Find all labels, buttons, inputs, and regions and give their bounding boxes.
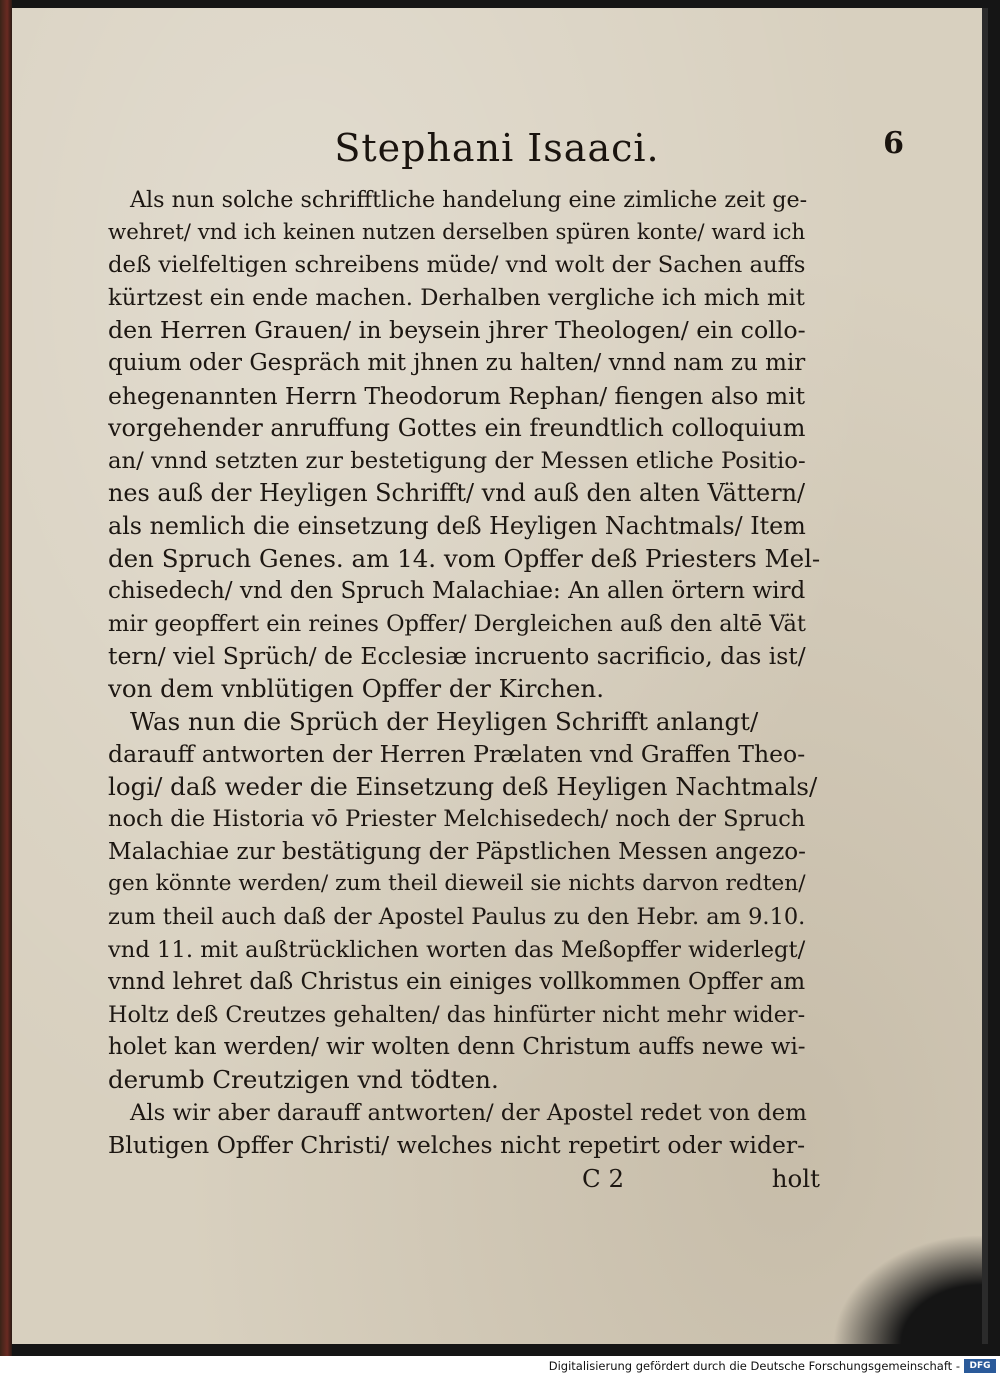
text-line: deß vielfeltigen schreibens müde/ vnd wolt der Sachen auffs bbox=[108, 252, 806, 279]
catchword: holt bbox=[771, 1164, 820, 1193]
running-head: Stephani Isaaci. bbox=[334, 126, 660, 170]
text-line: tern/ viel Sprüch/ de Ecclesiæ incruento sacrificio, das ist/ bbox=[108, 642, 806, 671]
text-line: Als wir aber darauff antworten/ der Apostel redet von dem bbox=[130, 1099, 807, 1126]
text-line: zum theil auch daß der Apostel Paulus zu den Hebr. am 9.10. bbox=[108, 904, 806, 931]
text-line: Blutigen Opffer Christi/ welches nicht repetirt oder wider- bbox=[108, 1131, 806, 1160]
text-block bbox=[108, 184, 820, 1162]
text-line: nes auß der Heyligen Schrifft/ vnd auß den alten Vättern/ bbox=[108, 479, 806, 508]
text-line: logi/ daß weder die Einsetzung deß Heyligen Nachtmals/ bbox=[108, 771, 818, 801]
text-line: mir geopffert ein reines Opffer/ Dergleichen auß den altē Vät bbox=[108, 610, 806, 637]
book-edge bbox=[0, 0, 12, 1356]
text-line: Als nun solche schrifftliche handelung eine zimliche zeit ge- bbox=[130, 187, 808, 213]
text-line: darauff antworten der Herren Prælaten vnd Graffen Theo- bbox=[108, 740, 806, 769]
text-line: vnnd lehret daß Christus ein einiges vollkommen Opffer am bbox=[108, 969, 806, 996]
text-line: vnd 11. mit außtrücklichen worten das Meßopffer widerlegt/ bbox=[108, 936, 806, 963]
text-line: vorgehender anruffung Gottes ein freundtlich colloquium bbox=[108, 414, 806, 443]
text-line: quium oder Gespräch mit jhnen zu halten/ vnnd nam zu mir bbox=[108, 349, 806, 376]
text-line: kürtzest ein ende machen. Derhalben vergliche ich mich mit bbox=[108, 284, 805, 311]
text-line: chisedech/ vnd den Spruch Malachiae: An allen örtern wird bbox=[108, 578, 806, 605]
text-line: Was nun die Sprüch der Heyligen Schrifft anlangt/ bbox=[130, 706, 759, 736]
funding-text: Digitalisierung gefördert durch die Deutsche Forschungsgemeinschaft - bbox=[548, 1359, 960, 1373]
text-line: derumb Creutzigen vnd tödten. bbox=[108, 1065, 499, 1095]
text-line: wehret/ vnd ich keinen nutzen derselben spüren konte/ ward ich bbox=[108, 219, 806, 245]
text-line: holet kan werden/ wir wolten denn Christum auffs newe wi- bbox=[108, 1034, 806, 1061]
text-line: den Herren Grauen/ in beysein jhrer Theologen/ ein collo- bbox=[108, 316, 806, 345]
text-line: gen könnte werden/ zum theil dieweil sie nichts darvon redten/ bbox=[108, 871, 806, 897]
page-foot bbox=[108, 1164, 820, 1198]
text-line: Holtz deß Creutzes gehalten/ das hinfürter nicht mehr wider- bbox=[108, 1001, 806, 1028]
page-number: 6 bbox=[883, 126, 904, 161]
text-line: als nemlich die einsetzung deß Heyligen Nachtmals/ Item bbox=[108, 511, 806, 540]
text-line: den Spruch Genes. am 14. vom Opffer deß Priesters Mel- bbox=[108, 543, 820, 573]
text-line: an/ vnnd setzten zur bestetigung der Messen etliche Positio- bbox=[108, 447, 806, 474]
text-line: von dem vnblütigen Opffer der Kirchen. bbox=[108, 673, 604, 703]
text-line: noch die Historia vō Priester Melchisedech/ noch der Spruch bbox=[108, 806, 806, 833]
text-line: ehegenannten Herrn Theodorum Rephan/ fiengen also mit bbox=[108, 381, 806, 410]
dfg-logo: DFG bbox=[964, 1359, 996, 1373]
text-line: Malachiae zur bestätigung der Päpstlichen Messen angezo- bbox=[108, 838, 806, 865]
signature-mark: C 2 bbox=[582, 1164, 625, 1193]
book-page bbox=[12, 8, 988, 1344]
funding-bar bbox=[0, 1356, 1000, 1376]
